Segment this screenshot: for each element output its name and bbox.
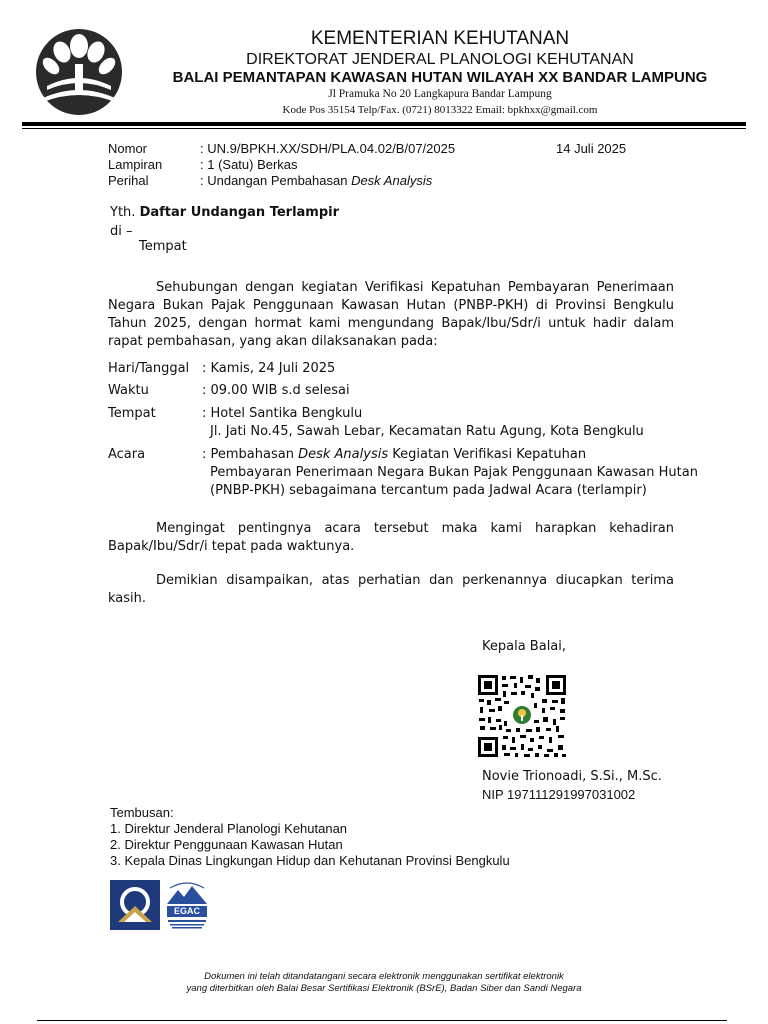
signatory-title: Kepala Balai, [482, 639, 567, 654]
lampiran-label: Lampiran [108, 157, 163, 172]
perihal-label: Perihal [108, 173, 149, 188]
office-name: BALAI PEMANTAPAN KAWASAN HUTAN WILAYAH XX BANDAR LAMPUNG [172, 69, 708, 86]
recipient-line: Yth. Daftar Undangan Terlampir [110, 205, 340, 220]
tempat-value: : Hotel Santika Bengkulu [202, 406, 363, 421]
lampiran-value: : 1 (Satu) Berkas [200, 157, 298, 172]
tembusan-item: 2. Direktur Penggunaan Kawasan Hutan [110, 837, 343, 852]
qr-code-signature [476, 673, 568, 759]
acara-value: : Pembahasan Desk Analysis Kegiatan Verifikasi Kepatuhan [202, 447, 587, 462]
office-contact: Kode Pos 35154 Telp/Fax. (0721) 8013322 Email: bpkhxx@gmail.com [282, 104, 598, 116]
acara-line3: (PNBP-PKH) sebagaimana tercantum pada Jadwal Acara (terlampir) [210, 483, 647, 498]
hari-value: : Kamis, 24 Juli 2025 [202, 361, 336, 376]
recipient-name: Daftar Undangan Terlampir [139, 205, 340, 220]
waktu-value: : 09.00 WIB s.d selesai [202, 383, 350, 398]
closing-paragraph-2: Demikian disampaikan, atas perhatian dan perkenannya diucapkan terima kasih. [108, 573, 674, 606]
footer-rule [37, 1020, 727, 1021]
e-signature-note-line2: yang diterbitkan oleh Balai Besar Sertifikasi Elektronik (BSrE), Badan Siber dan Sandi Negara [186, 983, 582, 994]
directorate-name: DIREKTORAT JENDERAL PLANOLOGI KEHUTANAN [246, 51, 634, 68]
tempat-address: Jl. Jati No.45, Sawah Lebar, Kecamatan Ratu Agung, Kota Bengkulu [210, 424, 644, 439]
hari-label: Hari/Tanggal [108, 361, 190, 376]
acara-line2: Pembayaran Penerimaan Negara Bukan Pajak Penggunaan Kawasan Hutan [210, 465, 698, 480]
egac-logo-label: EGAC [173, 906, 200, 916]
waktu-label: Waktu [108, 383, 149, 398]
tembusan-item: 1. Direktur Jenderal Planologi Kehutanan [110, 821, 348, 836]
recipient-di: di – [110, 224, 133, 239]
nomor-value: : UN.9/BPKH.XX/SDH/PLA.04.02/B/07/2025 [200, 141, 456, 156]
letterhead-rule-thick [22, 122, 746, 126]
nomor-label: Nomor [108, 141, 148, 156]
tembusan-title: Tembusan: [110, 805, 174, 820]
ministry-name: KEMENTERIAN KEHUTANAN [310, 28, 570, 49]
signatory-name: Novie Trionoadi, S.Si., M.Sc. [482, 769, 662, 784]
tembusan-item: 3. Kepala Dinas Lingkungan Hidup dan Kehutanan Provinsi Bengkulu [110, 853, 510, 868]
e-signature-note-line1: Dokumen ini telah ditandatangani secara elektronik menggunakan sertifikat elektronik [204, 971, 564, 982]
quality-cert-logo [110, 880, 160, 930]
egac-accreditation-logo [164, 880, 210, 930]
intro-paragraph: Sehubungan dengan kegiatan Verifikasi Kepatuhan Pembayaran Penerimaan Negara Bukan Pajak Penggunaan Kawasan Hutan (PNBP-PKH) di Provinsi Bengkulu Tahun 2025, dengan hormat kami mengundang Bapak/Ibu/Sdr/i untuk hadir dalam rapat pembahasan, yang akan dilaksanakan pada: [108, 280, 674, 349]
closing-paragraph-1: Mengingat pentingnya acara tersebut maka kami harapkan kehadiran Bapak/Ibu/Sdr/i tepat pada waktunya. [108, 521, 674, 554]
perihal-value: : Undangan Pembahasan Desk Analysis [200, 173, 433, 188]
letter-date: 14 Juli 2025 [556, 141, 627, 156]
office-address: Jl Pramuka No 20 Langkapura Bandar Lampung [328, 88, 552, 100]
recipient-place: Tempat [139, 239, 187, 254]
signatory-nip: NIP 197111291997031002 [482, 787, 636, 802]
ministry-logo [35, 24, 123, 120]
letterhead-rule-thin [22, 128, 746, 129]
acara-label: Acara [108, 447, 146, 462]
tempat-label: Tempat [108, 406, 156, 421]
